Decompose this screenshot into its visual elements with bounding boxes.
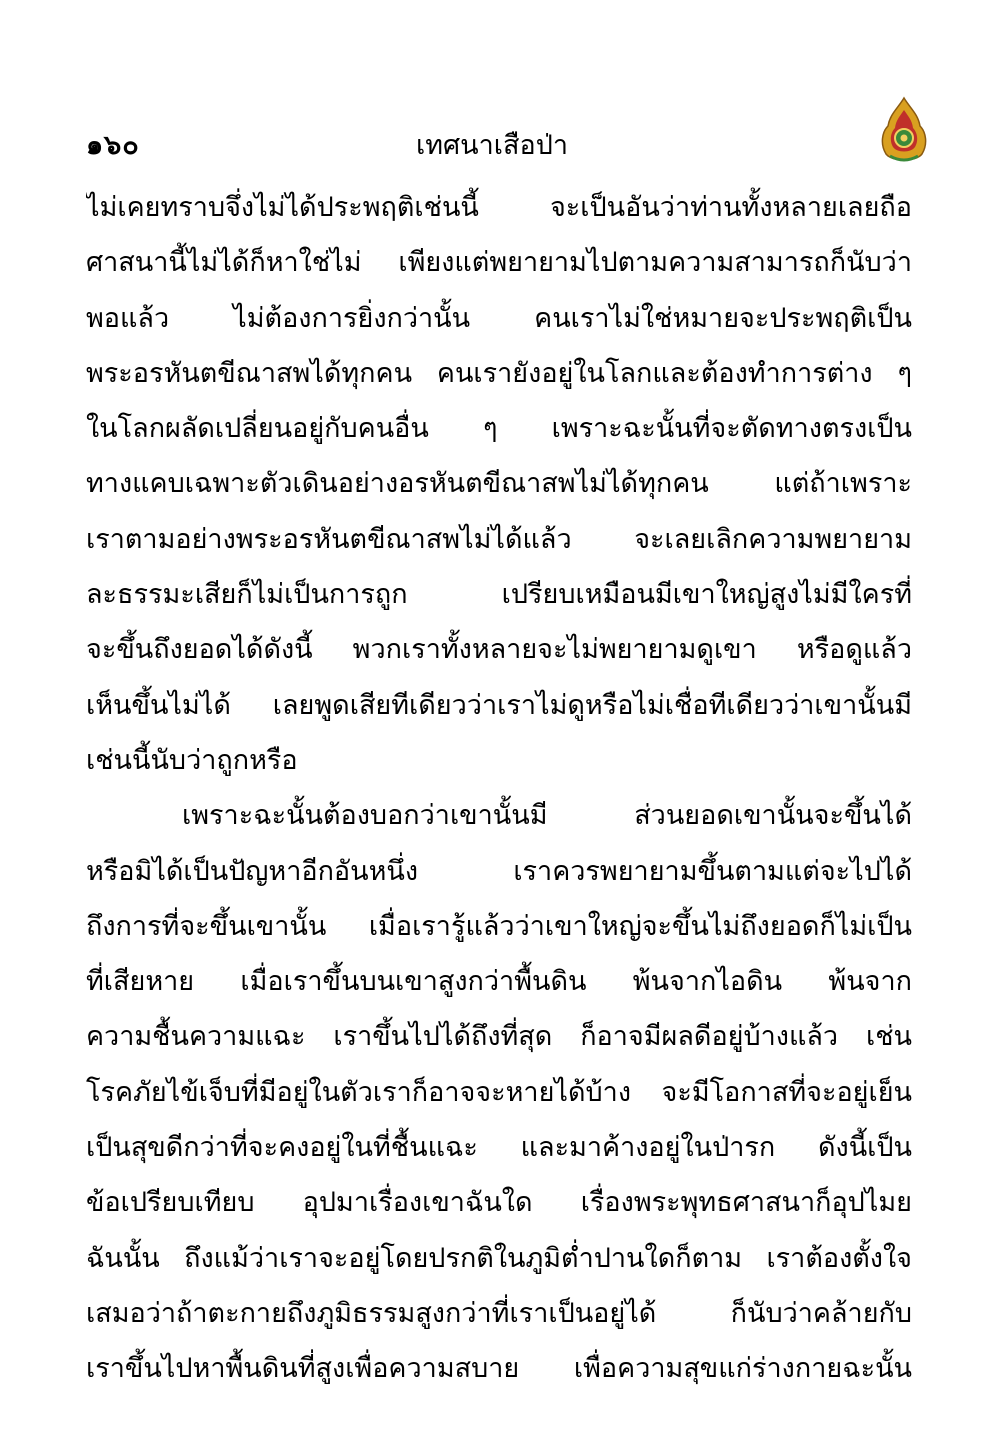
text-line: ที่เสียหาย เมื่อเราขึ้นบนเขาสูงกว่าพื้นดิน พ้นจากไอดิน พ้นจาก	[86, 966, 912, 998]
text-line: จะขึ้นถึงยอดได้ดังนี้ พวกเราทั้งหลายจะไม่พยายามดูเขา หรือดูแล้ว	[86, 634, 912, 666]
text-line: ละธรรมะเสียก็ไม่เป็นการถูก เปรียบเหมือนมีเขาใหญ่สูงไม่มีใครที่	[86, 579, 912, 611]
text-line: เช่นนี้นับว่าถูกหรือ	[86, 744, 298, 776]
text-line: ถึงการที่จะขึ้นเขานั้น เมื่อเรารู้แล้วว่าเขาใหญ่จะขึ้นไม่ถึงยอดก็ไม่เป็น	[86, 910, 912, 942]
text-line: ไม่เคยทราบจึ่งไม่ได้ประพฤติเช่นนี้ จะเป็นอันว่าท่านทั้งหลายเลยถือ	[86, 192, 912, 223]
text-line: เป็นสุขดีกว่าที่จะคงอยู่ในที่ชื้นแฉะ และมาค้างอยู่ในป่ารก ดังนี้เป็น	[86, 1132, 912, 1164]
text-line: โรคภัยไข้เจ็บที่มีอยู่ในตัวเราก็อาจจะหายได้บ้าง จะมีโอกาสที่จะอยู่เย็น	[86, 1076, 912, 1108]
text-line: ข้อเปรียบเทียบ อุปมาเรื่องเขาฉันใด เรื่องพระพุทธศาสนาก็อุปไมย	[86, 1187, 912, 1219]
text-line: หรือมิได้เป็นปัญหาอีกอันหนึ่ง เราควรพยายามขึ้นตามแต่จะไปได้	[86, 855, 912, 887]
text-line: เสมอว่าถ้าตะกายถึงภูมิธรรมสูงกว่าที่เราเป็นอยู่ได้ ก็นับว่าคล้ายกับ	[86, 1297, 912, 1329]
text-line: ความชื้นความแฉะ เราขึ้นไปได้ถึงที่สุด ก็อาจมีผลดีอยู่บ้างแล้ว เช่น	[86, 1021, 912, 1053]
page-header	[86, 126, 916, 172]
text-line: เราขึ้นไปหาพื้นดินที่สูงเพื่อความสบาย เพื่อความสุขแก่ร่างกายฉะนั้น	[86, 1353, 912, 1385]
text-line: เราตามอย่างพระอรหันตขีณาสพไม่ได้แล้ว จะเลยเลิกความพยายาม	[86, 523, 912, 555]
body-text	[86, 180, 912, 1397]
page-number: ๑๖๐	[86, 130, 140, 161]
text-line: พระอรหันตขีณาสพได้ทุกคน คนเรายังอยู่ในโลกและต้องทำการต่าง ๆ	[86, 357, 912, 389]
text-line: ฉันนั้น ถึงแม้ว่าเราจะอยู่โดยปรกติในภูมิต่ำปานใดก็ตาม เราต้องตั้งใจ	[86, 1242, 912, 1274]
text-line: เห็นขึ้นไม่ได้ เลยพูดเสียทีเดียวว่าเราไม่ดูหรือไม่เชื่อทีเดียวว่าเขานั้นมี	[86, 689, 912, 721]
running-title: เทศนาเสือป่า	[416, 130, 569, 161]
text-line: พอแล้ว ไม่ต้องการยิ่งกว่านั้น คนเราไม่ใช่หมายจะประพฤติเป็น	[86, 302, 912, 334]
text-line: ทางแคบเฉพาะตัวเดินอย่างอรหันตขีณาสพไม่ได้ทุกคน แต่ถ้าเพราะ	[86, 468, 912, 500]
text-line: ในโลกผลัดเปลี่ยนอยู่กับคนอื่น ๆ เพราะฉะนั้นที่จะตัดทางตรงเป็น	[86, 413, 912, 445]
text-line: ศาสนานี้ไม่ได้ก็หาใช่ไม่ เพียงแต่พยายามไปตามความสามารถก็นับว่า	[86, 247, 912, 279]
emblem-icon	[878, 96, 930, 166]
text-line: เพราะฉะนั้นต้องบอกว่าเขานั้นมี ส่วนยอดเขานั้นจะขึ้นได้	[182, 800, 912, 832]
